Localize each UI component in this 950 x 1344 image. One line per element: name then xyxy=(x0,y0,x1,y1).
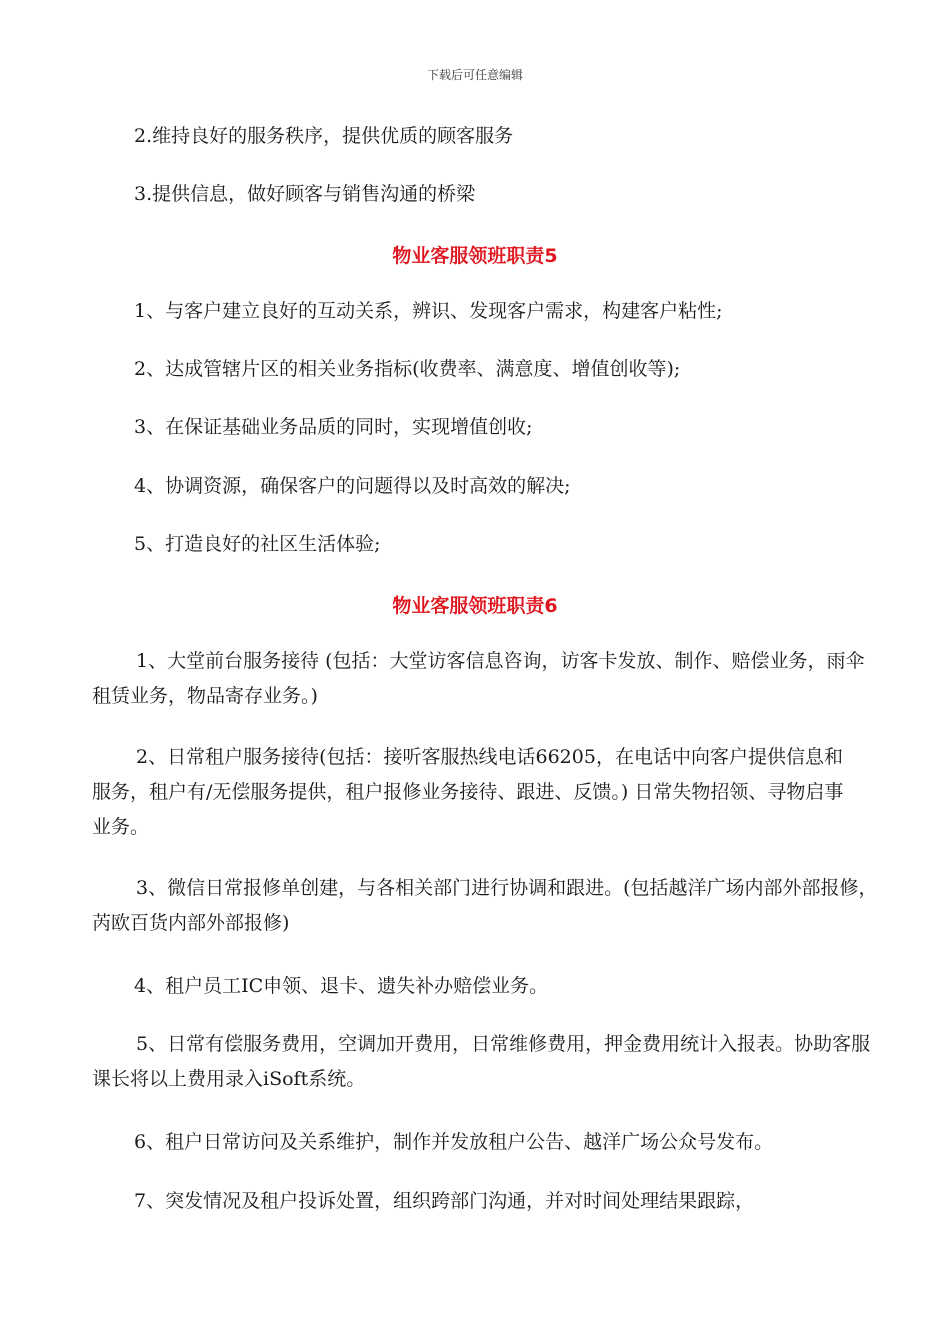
section-5-title: 物业客服领班职责5 xyxy=(392,245,558,267)
section-6-item-6: 6、租户日常访问及关系维护，制作并发放租户公告、越洋广场公众号发布。 xyxy=(134,1131,774,1153)
intro-item-3: 3.提供信息，做好顾客与销售沟通的桥梁 xyxy=(134,183,476,205)
section-5-item-3: 3、在保证基础业务品质的同时，实现增值创收; xyxy=(134,416,533,438)
section-6-item-1: 1、大堂前台服务接待 (包括：大堂访客信息咨询，访客卡发放、制作、赔偿业务，雨伞租赁业务，物品寄存业务。) xyxy=(92,650,865,707)
section-6-item-2: 2、日常租户服务接待(包括：接听客服热线电话66205，在电话中向客户提供信息和服务，租户有/无偿服务提供，租户报修业务接待、跟进、反馈。) 日常失物招领、寻物启事业务。 xyxy=(92,746,844,838)
section-6-item-3: 3、微信日常报修单创建，与各相关部门进行协调和跟进。(包括越洋广场内部外部报修，芮欧百货内部外部报修) xyxy=(92,877,878,934)
page-header-note: 下载后可任意编辑 xyxy=(426,68,523,82)
section-6-item-4: 4、租户员工IC申领、退卡、遗失补办赔偿业务。 xyxy=(134,975,549,997)
section-6-item-7: 7、突发情况及租户投诉处置，组织跨部门沟通，并对时间处理结果跟踪， xyxy=(134,1190,755,1212)
section-6-title: 物业客服领班职责6 xyxy=(392,595,558,617)
intro-item-2: 2.维持良好的服务秩序，提供优质的顾客服务 xyxy=(134,125,514,147)
section-5-item-1: 1、与客户建立良好的互动关系，辨识、发现客户需求，构建客户粘性; xyxy=(134,300,723,322)
section-5-item-2: 2、达成管辖片区的相关业务指标(收费率、满意度、增值创收等); xyxy=(134,358,681,380)
section-5-item-5: 5、打造良好的社区生活体验; xyxy=(134,533,381,555)
section-6-item-5: 5、日常有偿服务费用，空调加开费用，日常维修费用，押金费用统计入报表。协助客服课长将以上费用录入iSoft系统。 xyxy=(92,1033,871,1090)
section-5-item-4: 4、协调资源，确保客户的问题得以及时高效的解决; xyxy=(134,475,571,497)
